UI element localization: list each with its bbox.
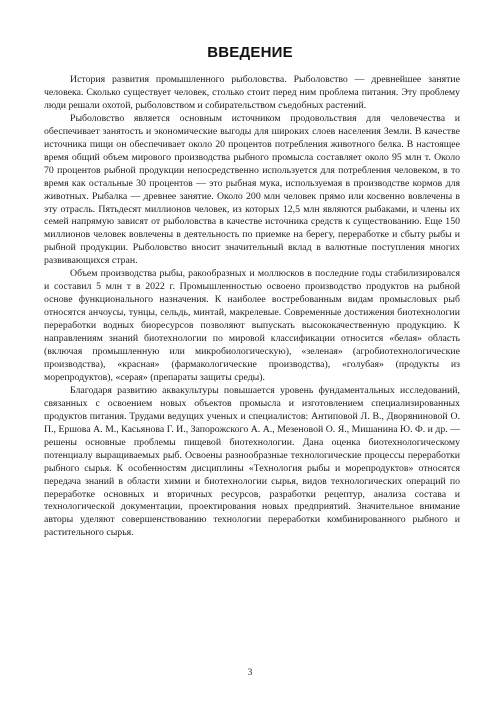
- page-number: 3: [247, 668, 253, 678]
- paragraph-fishing-role: Рыболовство является основным источником продовольствия для человечества и обеспечивает занятость и экономические выгоды для широких слоев населения Земли. В качестве источника пищи он обеспечивает около 20 процентов потребления животного белка. В настоящее время общий объем мирового производства рыбного промысла составляет около 95 млн т. Около 70 процентов рыбной продукции непосредственно используется для потребления человеком, в то время как остальные 30 процентов — это рыбная мука, используемая в производстве кормов для животных. Рыбалка — древнее занятие. Около 200 млн человек прямо или косвенно вовлечены в эту отрасль. Пятьдесят миллионов человек, из которых 12,5 млн являются рыбаками, и члены их семей напрямую зависят от рыболовства в качестве источника средств к существованию. Еще 150 миллионов человек вовлечены в деятельность по приемке на берегу, переработке и сбыту рыбы и рыбной продукции. Рыболовство вносит значительный вклад в валютные поступления многих развивающихся стран.: [44, 112, 460, 267]
- page-title: ВВЕДЕНИЕ: [207, 44, 293, 61]
- body-text: [44, 74, 460, 540]
- paragraph-history: История развития промышленного рыболовства. Рыболовство — древнейшее занятие человека. Сколько существует человек, столько стоит перед ним проблема питания. Эту проблему люди решали охотой, рыболовством и собирательством съедобных растений.: [44, 74, 460, 111]
- paragraph-aquaculture: Благодаря развитию аквакультуры повышается уровень фундаментальных исследований, связанных с освоением новых объектов промысла и изготовлением специализированных продуктов питания. Трудами ведущих ученых и специалистов: Антиповой Л. В., Дворяниновой О. П., Ершова А. М., Касьянова Г. И., Запорожского А. А., Мезеновой О. Я., Мишанина Ю. Ф. и др. — решены основные проблемы пищевой биотехнологии. Дана оценка биотехнологическому потенциалу выращиваемых рыб. Освоены разнообразные технологические процессы переработки рыбного сырья. К особенностям дисциплины «Технология рыбы и морепродуктов» относятся передача знаний в области химии и биотехнологии сырья, видов технологических операций по переработке основных и вторичных ресурсов, разработки рецептур, анализа состава и технологической документации, проектирования новых предприятий. Значительное внимание авторы уделяют совершенствованию технологии переработки комбинированного рыбного и растительного сырья.: [44, 384, 460, 539]
- paragraph-production-volume: Объем производства рыбы, ракообразных и моллюсков в последние годы стабилизировался и составил 5 млн т в 2022 г. Промышленностью освоено производство продуктов на рыбной основе функционального назначения. К наиболее востребованным видам промысловых рыб относятся анчоусы, тунцы, сельдь, минтай, макрелевые. Современные достижения биотехнологии переработки водных биоресурсов позволяют выпускать высококачественную продукцию. К направлениям знаний биотехнологии по мировой классификации относится «белая» область (включая промышленную или микробиологическую), «зеленая» (агробиотехнологические производства), «красная» (фармакологические производства), «голубая» (продукты из морепродуктов), «серая» (препараты защиты среды).: [44, 268, 460, 383]
